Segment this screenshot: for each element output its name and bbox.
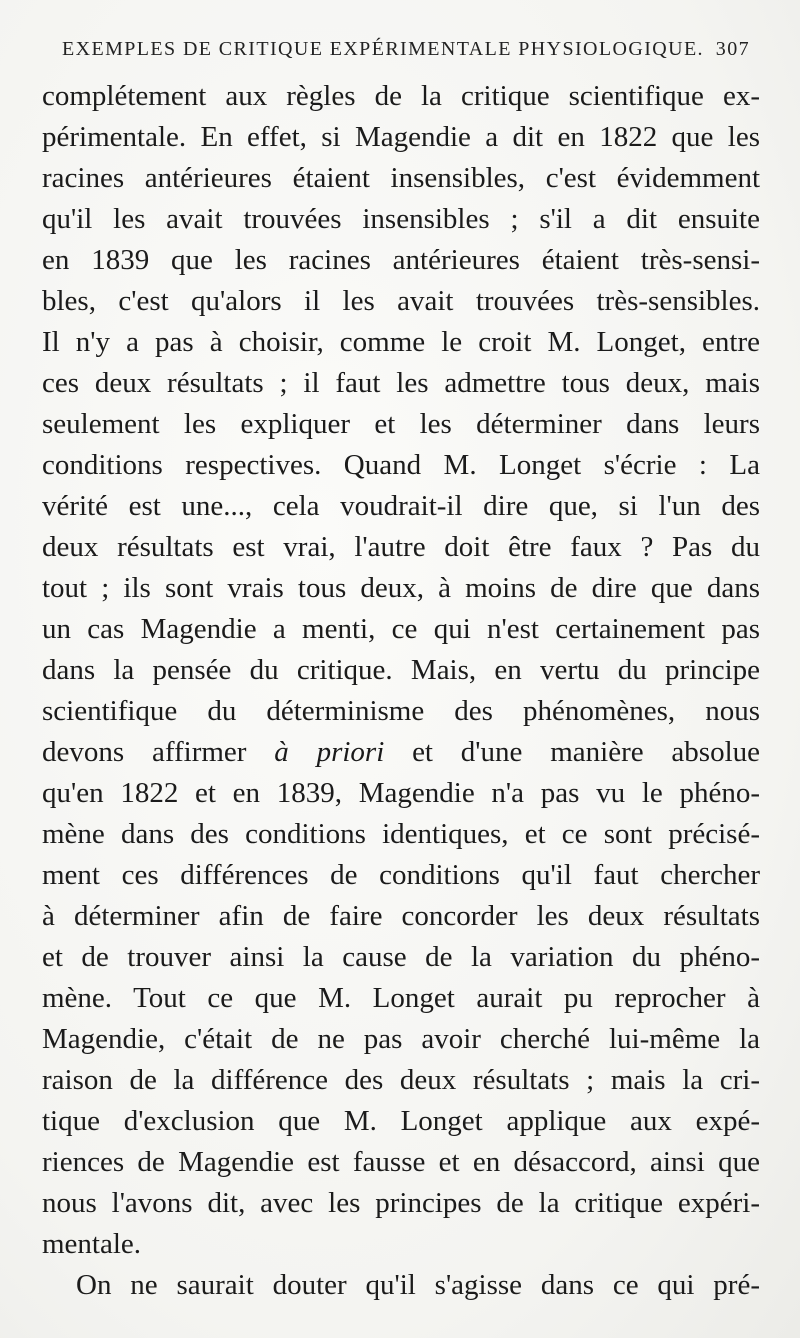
paragraph-end-line: mentale.	[42, 1228, 142, 1260]
text-segment: devons affirmer	[42, 736, 275, 768]
body-text	[42, 76, 760, 1306]
text-line: qu'il les avait trouvées insensibles ; s'il a dit ensuite	[42, 203, 760, 235]
text-line: seulement les expliquer et les déterminer dans leurs	[42, 408, 760, 440]
text-line: Il n'y a pas à choisir, comme le croit M. Longet, entre	[42, 326, 760, 358]
text-line: ment ces différences de conditions qu'il faut chercher	[42, 859, 760, 891]
italic-phrase: à priori	[274, 736, 385, 768]
text-line: et de trouver ainsi la cause de la variation du phéno-	[42, 941, 760, 973]
running-head	[62, 38, 750, 61]
text-line: conditions respectives. Quand M. Longet s'écrie : La	[42, 449, 760, 481]
text-line: tout ; ils sont vrais tous deux, à moins de dire que dans	[42, 572, 760, 604]
text-line: racines antérieures étaient insensibles, c'est évidemment	[42, 162, 760, 194]
text-line: complétement aux règles de la critique scientifique ex-	[42, 80, 760, 112]
text-line: mène. Tout ce que M. Longet aurait pu reprocher à	[42, 982, 760, 1014]
text-line: vérité est une..., cela voudrait-il dire que, si l'un des	[42, 490, 760, 522]
text-line: périmentale. En effet, si Magendie a dit en 1822 que les	[42, 121, 760, 153]
text-line: qu'en 1822 et en 1839, Magendie n'a pas vu le phéno-	[42, 777, 760, 809]
text-line: ces deux résultats ; il faut les admettre tous deux, mais	[42, 367, 760, 399]
running-title: EXEMPLES DE CRITIQUE EXPÉRIMENTALE PHYSIOLOGIQUE.	[62, 38, 704, 60]
paragraph-start-line: On ne saurait douter qu'il s'agisse dans ce qui pré-	[76, 1269, 760, 1301]
text-line: raison de la différence des deux résultats ; mais la cri-	[42, 1064, 760, 1096]
text-line: en 1839 que les racines antérieures étaient très-sensi-	[42, 244, 760, 276]
text-line: deux résultats est vrai, l'autre doit être faux ? Pas du	[42, 531, 760, 563]
text-line: Magendie, c'était de ne pas avoir cherché lui-même la	[42, 1023, 760, 1055]
text-segment: et d'une manière absolue	[384, 736, 760, 768]
text-line: tique d'exclusion que M. Longet applique aux expé-	[42, 1105, 760, 1137]
text-line: scientifique du déterminisme des phénomènes, nous	[42, 695, 760, 727]
text-line: bles, c'est qu'alors il les avait trouvées très-sensibles.	[42, 285, 760, 317]
text-line: riences de Magendie est fausse et en désaccord, ainsi que	[42, 1146, 760, 1178]
text-line: à déterminer afin de faire concorder les deux résultats	[42, 900, 760, 932]
text-line: nous l'avons dit, avec les principes de la critique expéri-	[42, 1187, 760, 1219]
text-line-with-italic	[42, 732, 760, 773]
text-line: un cas Magendie a menti, ce qui n'est certainement pas	[42, 613, 760, 645]
text-line: mène dans des conditions identiques, et ce sont précisé-	[42, 818, 760, 850]
text-line: dans la pensée du critique. Mais, en vertu du principe	[42, 654, 760, 686]
page-number: 307	[715, 38, 750, 60]
